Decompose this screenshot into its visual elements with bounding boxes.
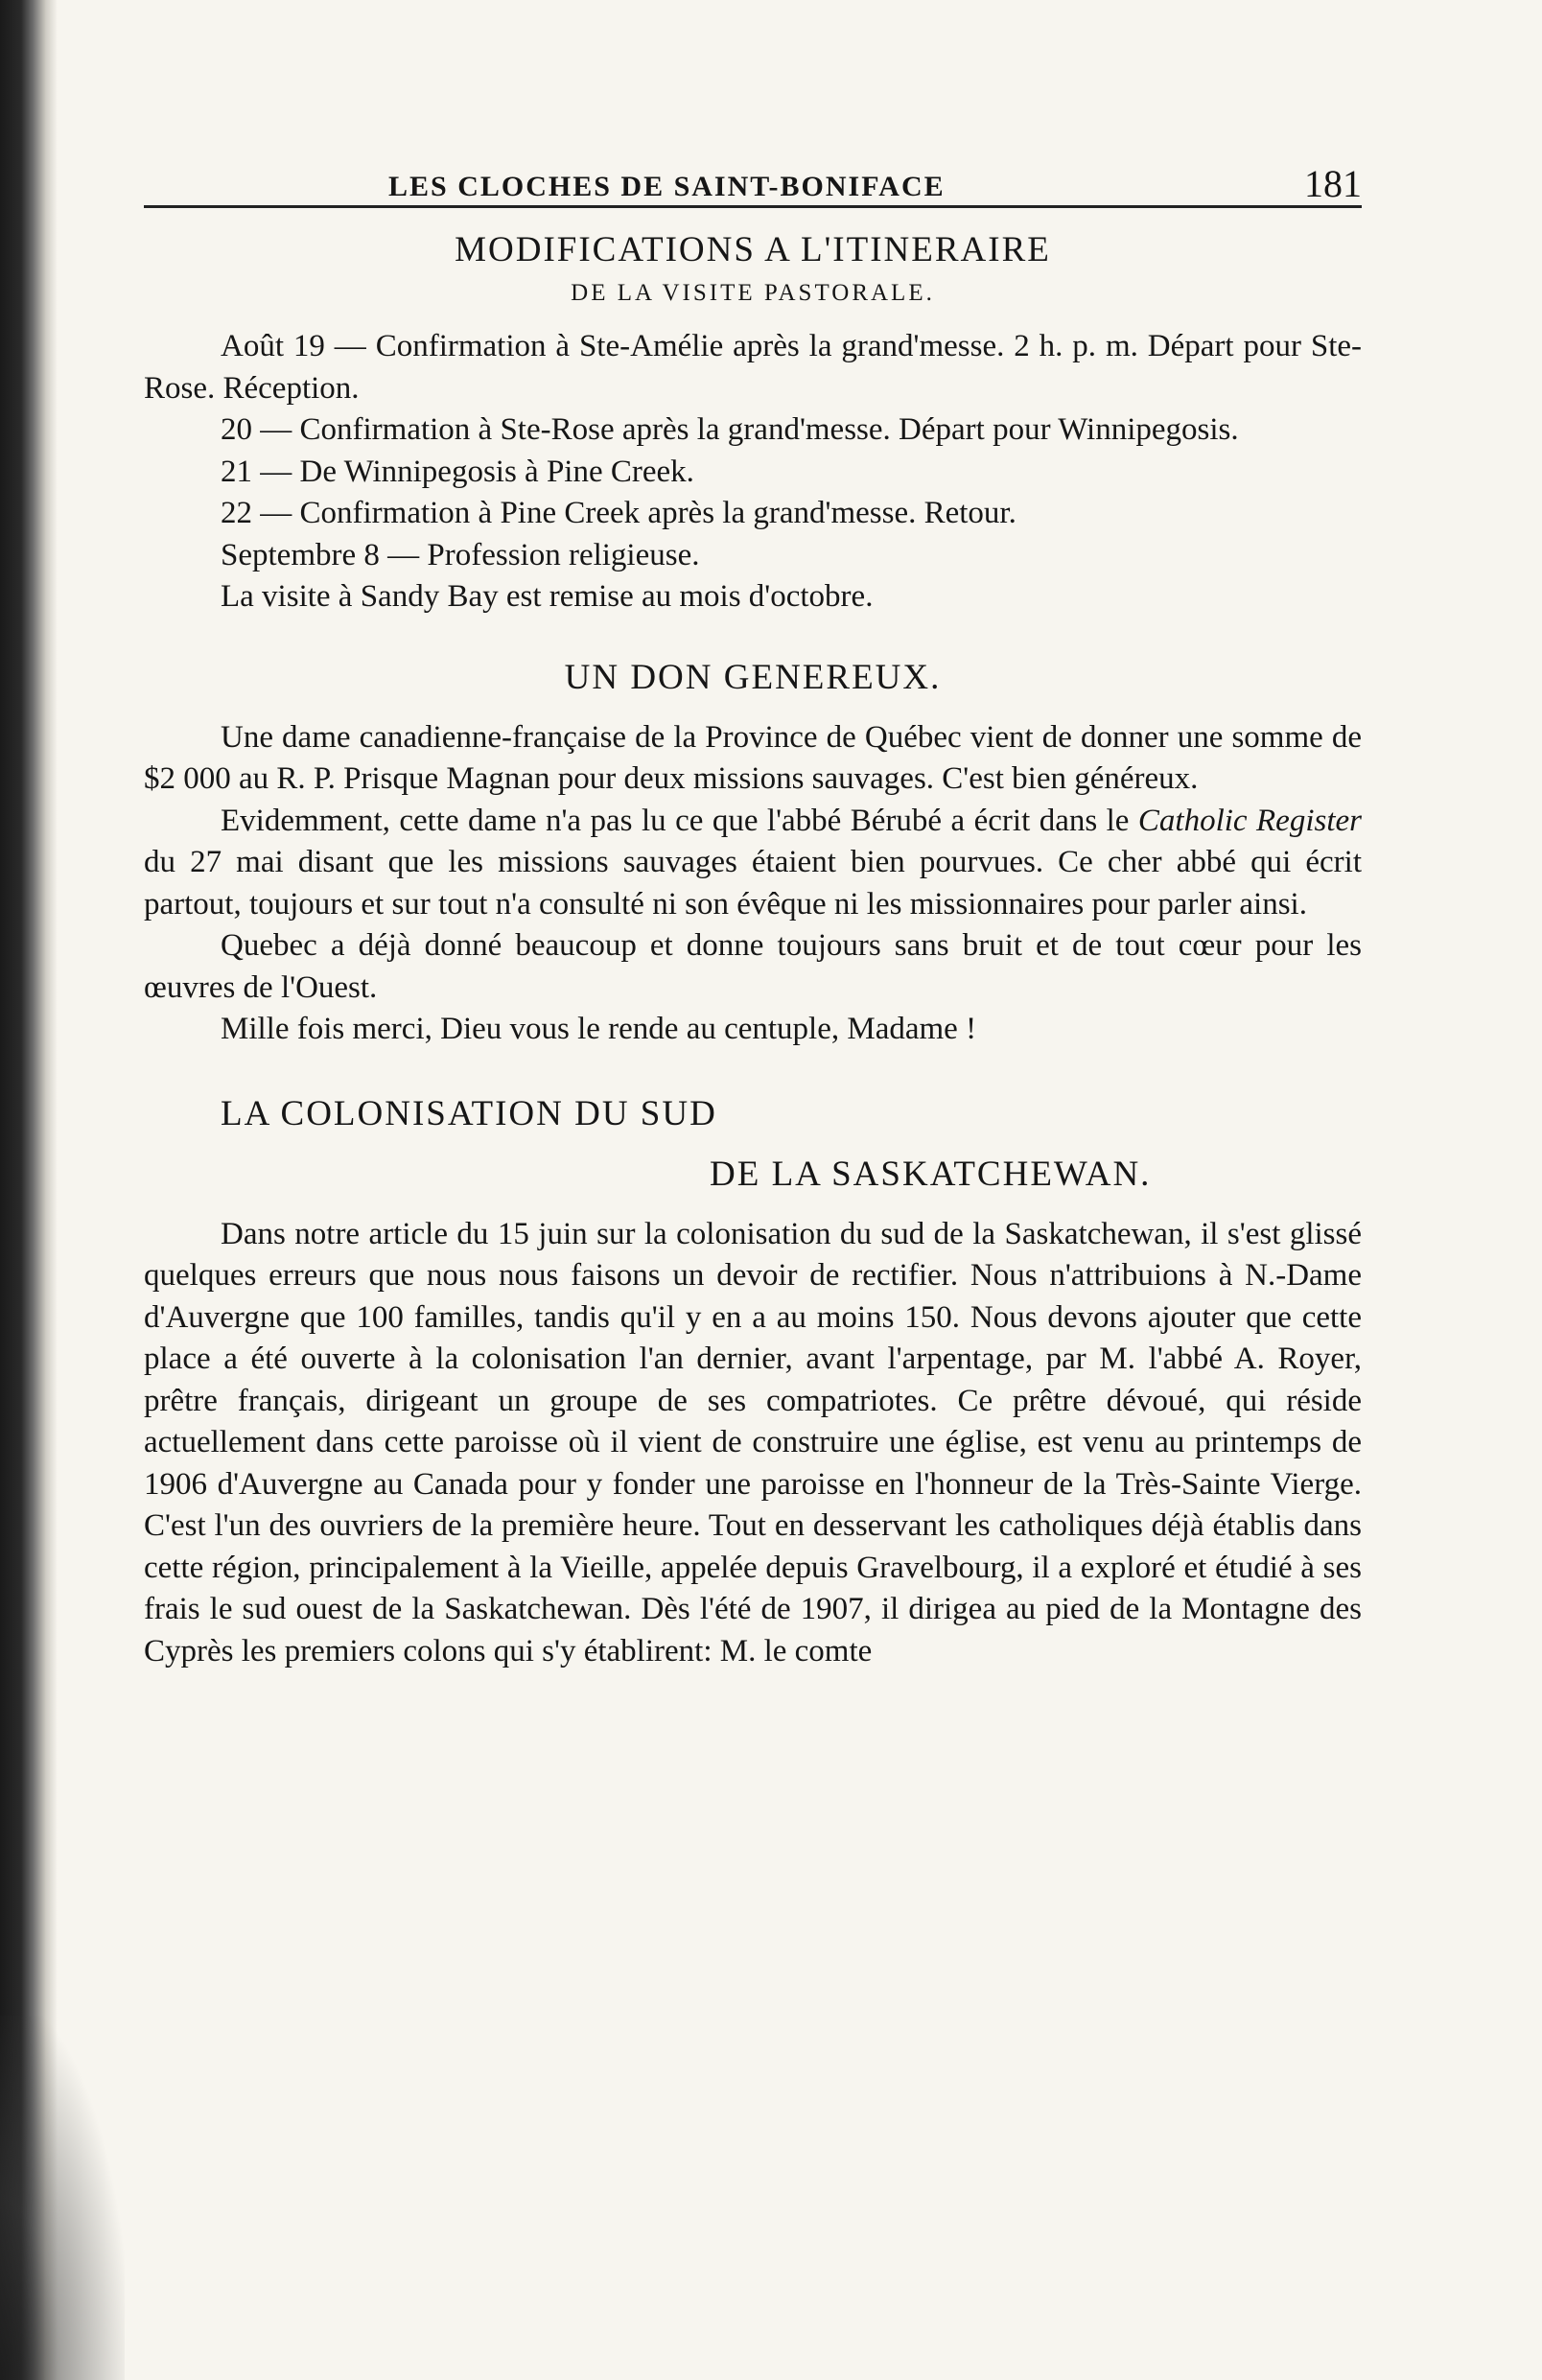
itinerary-line: 21 — De Winnipegosis à Pine Creek. bbox=[221, 454, 694, 489]
paragraph: Quebec a déjà donné beaucoup et donne toujours sans bruit et de tout cœur pour les œuvres de l'Ouest. bbox=[144, 928, 1362, 1005]
scan-shadow bbox=[0, 2016, 125, 2380]
itinerary-line: La visite à Sandy Bay est remise au mois d'octobre. bbox=[221, 579, 874, 614]
itinerary-line: 20 — Confirmation à Ste-Rose après la grand'messe. Départ pour Winnipegosis. bbox=[221, 412, 1239, 447]
paragraph: Dans notre article du 15 juin sur la colonisation du sud de la Saskatchewan, il s'est glissé quelques erreurs que nous nous faisons un devoir de rectifier. Nous n'attribuions à N.-Dame d'Auvergne que 100 familles, tandis qu'il y en a au moins 150. Nous devons ajouter que cette place a été ouverte à la colonisation l'an dernier, avant l'arpentage, par M. l'abbé A. Royer, prêtre français, dirigeant un groupe de ses compatriotes. Ce prêtre dévoué, qui réside actuellement dans cette paroisse où il vient de construire une église, est venu au printemps de 1906 d'Auvergne au Canada pour y fonder une paroisse en l'honneur de la Très-Sainte Vierge. C'est l'un des ouvriers de la première heure. Tout en desservant les catholiques déjà établis dans cette région, principalement à la Vieille, appelée depuis Gravelbourg, il a exploré et étudié à ses frais le sud ouest de la Saskatchewan. Dès l'été de 1907, il dirigea au pied de la Montagne des Cyprès les premiers colons qui s'y établirent: M. le comte bbox=[144, 1216, 1362, 1668]
section-title-saskatchewan: DE LA SASKATCHEWAN. bbox=[710, 1154, 1152, 1194]
colonisation-body bbox=[144, 1214, 1362, 1673]
section-title-modifications: MODIFICATIONS A L'ITINERAIRE bbox=[455, 230, 1051, 269]
itinerary-line: Septembre 8 — Profession religieuse. bbox=[221, 537, 700, 572]
don-body bbox=[144, 717, 1362, 1051]
section-subtitle-visite: DE LA VISITE PASTORALE. bbox=[571, 280, 935, 306]
paragraph-evidemment bbox=[144, 801, 1362, 926]
text-run: du 27 mai disant que les missions sauvages étaient bien pourvues. Ce cher abbé qui écrit partout, toujours et sur tout n'a consulté ni son évêque ni les missionnaires pour parler ainsi. bbox=[144, 845, 1362, 922]
section-title-colonisation: LA COLONISATION DU SUD bbox=[221, 1093, 717, 1133]
publication-title: Catholic Register bbox=[1137, 803, 1362, 838]
itinerary-line: 22 — Confirmation à Pine Creek après la grand'messe. Retour. bbox=[221, 496, 1016, 530]
itinerary-line: Août 19 — Confirmation à Ste-Amélie après la grand'messe. 2 h. p. m. Départ pour Ste-Rose. Réception. bbox=[144, 329, 1362, 406]
book-page bbox=[144, 144, 1362, 1672]
paragraph: Mille fois merci, Dieu vous le rende au centuple, Madame ! bbox=[221, 1012, 977, 1046]
page-number: 181 bbox=[1304, 162, 1362, 205]
paragraph: Une dame canadienne-française de la Province de Québec vient de donner une somme de $2 000 au R. P. Prisque Magnan pour deux missions sauvages. C'est bien généreux. bbox=[144, 719, 1362, 796]
running-title: LES CLOCHES DE SAINT-BONIFACE bbox=[388, 171, 946, 202]
itinerary-body bbox=[144, 326, 1362, 618]
text-run: Evidemment, cette dame n'a pas lu ce que l'abbé Bérubé a écrit dans le bbox=[221, 803, 1138, 838]
section-title-don: UN DON GENEREUX. bbox=[564, 657, 942, 697]
running-head bbox=[144, 144, 1362, 208]
